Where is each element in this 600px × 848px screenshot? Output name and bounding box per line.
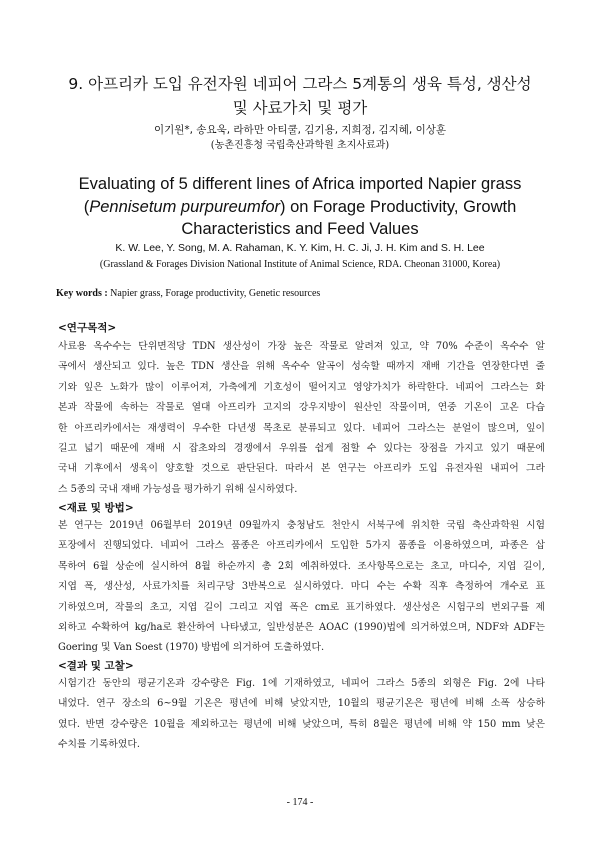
body-line: 곡에서 생산되고 있다. 높은 TDN 생산을 위해 옥수수 알곡이 성숙할 때까지 재배 기간을 연장한다면 줄 <box>58 361 545 373</box>
section-heading-methods: <재료 및 방법> <box>58 502 134 514</box>
body-line: 내었다. 연구 장소의 6~9월 기온은 평년에 비해 낮았지만, 10월의 평균기온은 평년에 비해 소폭 상승하 <box>58 698 545 710</box>
title-english-line-2-rest: ) on Forage Productivity, Growth <box>279 197 517 216</box>
title-english <box>40 173 560 241</box>
title-korean <box>40 72 560 120</box>
body-line: 수치를 기록하였다. <box>58 739 140 751</box>
body-line: 기와 잎은 노화가 많이 이루어져, 가축에게 기호성이 떨어지고 영양가치가 하락한다. 네피어 그라스는 화 <box>58 381 545 393</box>
affiliation-korean: (농촌진흥청 국립축산과학원 초지사료과) <box>210 140 390 151</box>
section-heading-results: <결과 및 고찰> <box>58 660 134 672</box>
title-english-line-3: Characteristics and Feed Values <box>181 220 419 238</box>
title-english-line-2 <box>40 196 560 219</box>
body-line: 외하고 수확하여 kg/ha로 환산하여 나타냈고, 일반성분은 AOAC (1990)법에 의거하였으며, NDF와 ADF는 <box>58 622 545 634</box>
body-line: Goering 및 Van Soest (1970) 방법에 의거하여 도출하였다. <box>58 642 325 654</box>
section-heading-objective: <연구목적> <box>58 322 117 334</box>
body-line: 국내 기후에서 생육이 양호할 것으로 판단된다. 따라서 본 연구는 아프리카 도입 유전자원 내피어 그라 <box>58 463 545 475</box>
species-name: Pennisetum purpureumfor <box>89 197 280 216</box>
authors-korean: 이기원*, 송요욱, 라하만 아티쿨, 김기용, 지희정, 김지혜, 이상훈 <box>153 124 447 136</box>
body-line: 길고 넓기 때문에 재배 시 잡초와의 경쟁에서 우위를 쉽게 점할 수 있다는 장점을 가지고 있기 때문에 <box>58 443 545 455</box>
title-korean-line-1: 9. 아프리카 도입 유전자원 네피어 그라스 5계통의 생육 특성, 생산성 <box>68 75 532 93</box>
title-open-paren: ( <box>83 197 90 216</box>
keywords-label: Key words : <box>56 288 108 299</box>
keywords <box>56 287 556 301</box>
body-line: 본과 작물에 속하는 작물로 열대 아프리카 고지의 강우지방이 원산인 작물이며, 연중 기온이 고온 다습 <box>58 402 545 414</box>
body-line: 스 5종의 국내 재배 가능성을 평가하기 위해 실시하였다. <box>58 483 298 495</box>
page-number: - 174 - <box>286 797 314 808</box>
body-line: 시험기간 동안의 평균기온과 강수량은 Fig. 1에 기재하였고, 네피어 그라스 5종의 외형은 Fig. 2에 나타 <box>58 678 545 689</box>
body-line: 목하여 6월 상순에 실시하여 8월 하순까지 총 2회 예취하였다. 조사항목으로는 초고, 마디수, 지엽 길이, <box>58 560 545 572</box>
body-line: 기하였으며, 작물의 초고, 지엽 길이 그리고 지엽 폭은 cm로 표기하였다. 생산성은 시험구의 번외구를 제 <box>58 601 545 613</box>
title-korean-line-2: 및 사료가치 및 평가 <box>232 99 368 117</box>
authors-english: K. W. Lee, Y. Song, M. A. Rahaman, K. Y. Kim, H. C. Ji, J. H. Kim and S. H. Lee <box>115 242 485 254</box>
body-line: 포장에서 진행되었다. 네피어 그라스 품종은 아프리카에서 도입한 5가지 품종을 이용하였으며, 파종은 삽 <box>58 540 545 552</box>
section-body-objective <box>58 337 545 500</box>
body-line: 본 연구는 2019년 06월부터 2019년 09월까지 충청남도 천안시 서북구에 위치한 국립 축산과학원 시험 <box>58 520 545 531</box>
title-english-line-1: Evaluating of 5 different lines of Africa imported Napier grass <box>78 175 522 193</box>
body-line: 지엽 폭, 생산성, 사료가치를 처리구당 3반복으로 실시하였다. 마디 수는 수확 직후 측정하여 개수로 표 <box>58 581 545 593</box>
section-body-results <box>58 674 545 756</box>
body-line: 사료용 옥수수는 단위면적당 TDN 생산성이 가장 높은 작물로 알려져 있고, 약 70% 수준이 옥수수 알 <box>58 341 545 352</box>
keywords-text: Napier grass, Forage productivity, Genetic resources <box>107 288 321 299</box>
section-body-methods <box>58 516 545 659</box>
affiliation-english: (Grassland & Forages Division National Institute of Animal Science, RDA. Cheonan 31000, Korea) <box>99 259 501 270</box>
body-line: 였다. 반면 강수량은 10월을 제외하고는 평년에 비해 낮았으며, 특히 8월은 평년에 비해 약 150 mm 낮은 <box>58 718 545 730</box>
body-line: 한 아프리카에서는 재생력이 우수한 다년생 목초로 분류되고 있다. 네피어 그라스는 분얼이 많으며, 잎이 <box>58 422 545 434</box>
